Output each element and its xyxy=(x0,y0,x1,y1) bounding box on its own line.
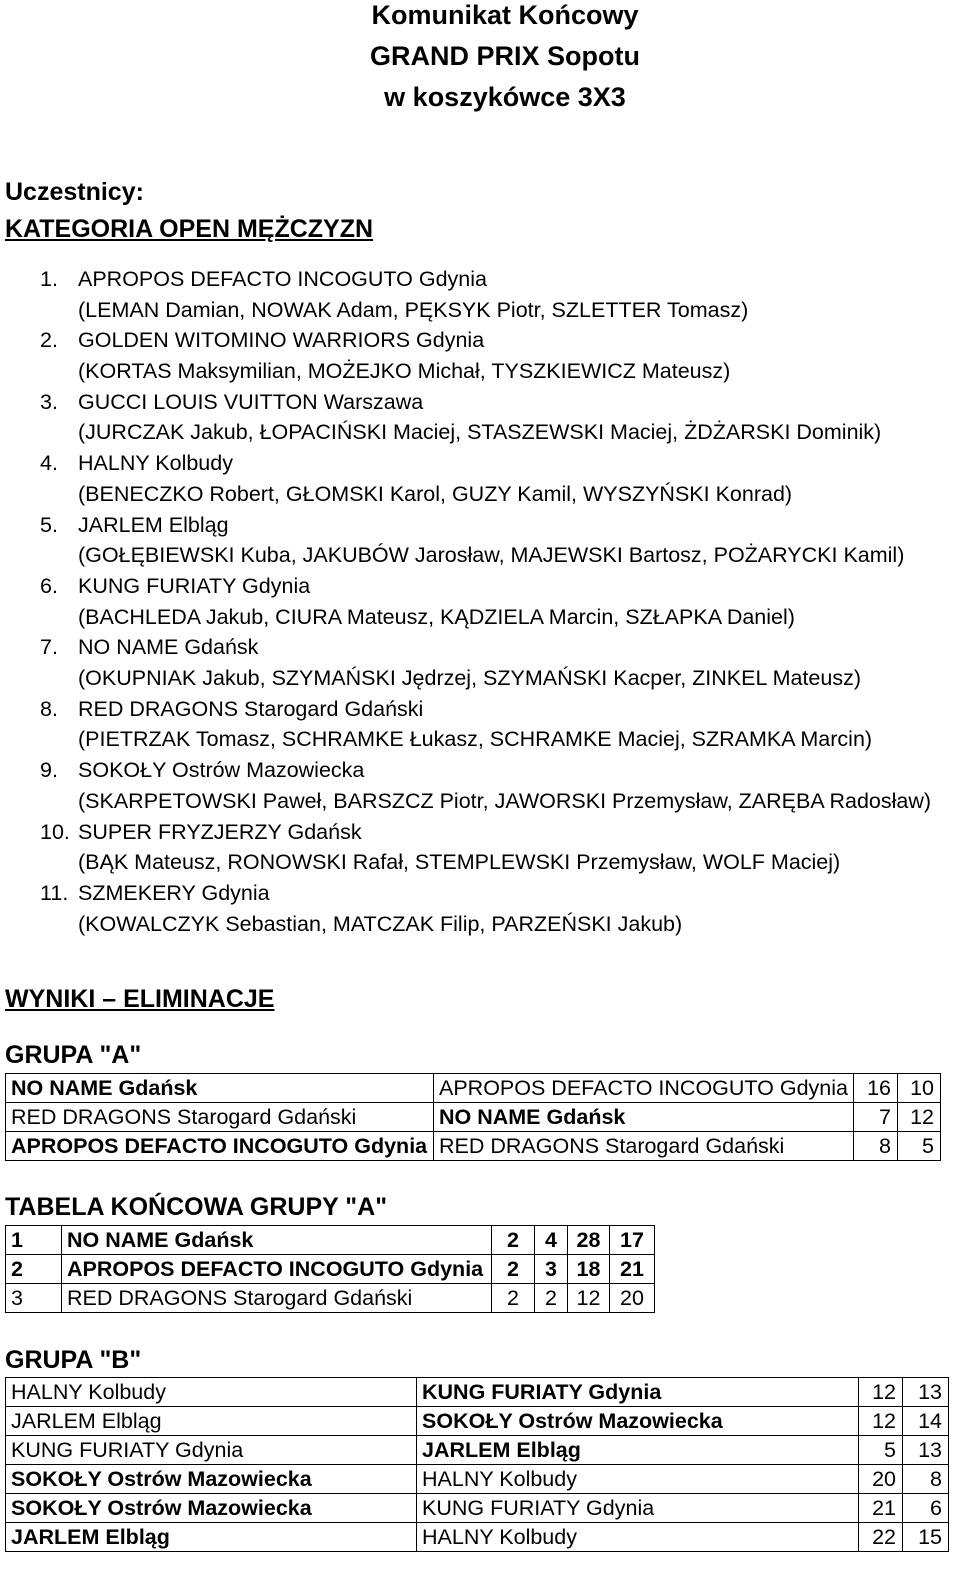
away-score-cell: 8 xyxy=(903,1465,949,1494)
team-members: (BENECZKO Robert, GŁOMSKI Karol, GUZY Kamil, WYSZYŃSKI Konrad) xyxy=(78,481,793,506)
table-row xyxy=(6,1407,949,1436)
team-members: (PIETRZAK Tomasz, SCHRAMKE Łukasz, SCHRAMKE Maciej, SZRAMKA Marcin) xyxy=(78,727,873,752)
team-cell: APROPOS DEFACTO INCOGUTO Gdynia xyxy=(62,1255,492,1284)
team-number: 11. xyxy=(40,880,69,905)
home-team-cell: APROPOS DEFACTO INCOGUTO Gdynia xyxy=(6,1132,434,1161)
table-row xyxy=(6,1284,655,1313)
home-score-cell: 16 xyxy=(854,1074,898,1103)
table-row xyxy=(6,1523,949,1552)
home-score-cell: 12 xyxy=(859,1407,903,1436)
away-score-cell: 10 xyxy=(898,1074,941,1103)
group-a-standings-heading: TABELA KOŃCOWA GRUPY "A" xyxy=(5,1193,388,1221)
away-score-cell: 13 xyxy=(903,1378,949,1407)
away-score-cell: 15 xyxy=(903,1523,949,1552)
position-cell: 3 xyxy=(6,1284,62,1313)
team-number: 5. xyxy=(40,512,58,537)
points-cell: 2 xyxy=(535,1284,568,1313)
table-row xyxy=(6,1226,655,1255)
group-a-standings-table xyxy=(5,1225,655,1313)
away-score-cell: 6 xyxy=(903,1494,949,1523)
scored-cell: 18 xyxy=(568,1255,610,1284)
team-name: KUNG FURIATY Gdynia xyxy=(78,573,311,598)
games-cell: 2 xyxy=(492,1226,535,1255)
away-team-cell: KUNG FURIATY Gdynia xyxy=(417,1494,859,1523)
away-team-cell: SOKOŁY Ostrów Mazowiecka xyxy=(417,1407,859,1436)
team-members: (OKUPNIAK Jakub, SZYMAŃSKI Jędrzej, SZYMAŃSKI Kacper, ZINKEL Mateusz) xyxy=(78,666,861,691)
home-team-cell: JARLEM Elbląg xyxy=(6,1407,417,1436)
position-cell: 1 xyxy=(6,1226,62,1255)
home-score-cell: 21 xyxy=(859,1494,903,1523)
home-team-cell: JARLEM Elbląg xyxy=(6,1523,417,1552)
team-name: NO NAME Gdańsk xyxy=(78,635,259,660)
home-score-cell: 20 xyxy=(859,1465,903,1494)
title-line-2: GRAND PRIX Sopotu xyxy=(370,41,640,71)
home-team-cell: HALNY Kolbudy xyxy=(6,1378,417,1407)
team-members: (KOWALCZYK Sebastian, MATCZAK Filip, PARZEŃSKI Jakub) xyxy=(78,911,683,936)
team-name: JARLEM Elbląg xyxy=(78,512,229,537)
lost-cell: 21 xyxy=(610,1255,655,1284)
games-cell: 2 xyxy=(492,1284,535,1313)
table-row xyxy=(6,1378,949,1407)
table-row xyxy=(6,1103,941,1132)
scored-cell: 12 xyxy=(568,1284,610,1313)
table-row xyxy=(6,1255,655,1284)
table-row xyxy=(6,1465,949,1494)
group-b-games-table xyxy=(5,1377,949,1552)
team-members: (BACHLEDA Jakub, CIURA Mateusz, KĄDZIELA Marcin, SZŁAPKA Daniel) xyxy=(78,604,795,629)
group-a-heading: GRUPA "A" xyxy=(5,1041,142,1069)
team-members: (LEMAN Damian, NOWAK Adam, PĘKSYK Piotr, SZLETTER Tomasz) xyxy=(78,297,749,322)
away-score-cell: 14 xyxy=(903,1407,949,1436)
team-cell: RED DRAGONS Starogard Gdański xyxy=(62,1284,492,1313)
team-name: HALNY Kolbudy xyxy=(78,451,233,476)
table-row xyxy=(6,1494,949,1523)
scored-cell: 28 xyxy=(568,1226,610,1255)
team-number: 4. xyxy=(40,451,58,476)
away-team-cell: JARLEM Elbląg xyxy=(417,1436,859,1465)
team-name: GOLDEN WITOMINO WARRIORS Gdynia xyxy=(78,328,485,353)
away-team-cell: APROPOS DEFACTO INCOGUTO Gdynia xyxy=(434,1074,854,1103)
home-score-cell: 22 xyxy=(859,1523,903,1552)
games-cell: 2 xyxy=(492,1255,535,1284)
points-cell: 4 xyxy=(535,1226,568,1255)
away-score-cell: 5 xyxy=(898,1132,941,1161)
team-number: 9. xyxy=(40,758,58,783)
away-team-cell: HALNY Kolbudy xyxy=(417,1523,859,1552)
home-team-cell: SOKOŁY Ostrów Mazowiecka xyxy=(6,1465,417,1494)
points-cell: 3 xyxy=(535,1255,568,1284)
team-number: 6. xyxy=(40,573,58,598)
team-number: 3. xyxy=(40,389,58,414)
team-members: (SKARPETOWSKI Paweł, BARSZCZ Piotr, JAWORSKI Przemysław, ZARĘBA Radosław) xyxy=(78,788,932,813)
home-team-cell: RED DRAGONS Starogard Gdański xyxy=(6,1103,434,1132)
table-row xyxy=(6,1074,941,1103)
results-heading: WYNIKI – ELIMINACJE xyxy=(5,985,275,1013)
team-name: GUCCI LOUIS VUITTON Warszawa xyxy=(78,389,424,414)
away-score-cell: 13 xyxy=(903,1436,949,1465)
team-number: 10. xyxy=(40,819,70,844)
table-row xyxy=(6,1132,941,1161)
team-members: (BĄK Mateusz, RONOWSKI Rafał, STEMPLEWSKI Przemysław, WOLF Maciej) xyxy=(78,850,841,875)
title-line-1: Komunikat Końcowy xyxy=(371,0,639,30)
team-members: (GOŁĘBIEWSKI Kuba, JAKUBÓW Jarosław, MAJEWSKI Bartosz, POŻARYCKI Kamil) xyxy=(78,543,905,568)
group-a-games-table xyxy=(5,1073,941,1161)
team-number: 8. xyxy=(40,696,58,721)
team-number: 7. xyxy=(40,635,58,660)
team-name: SOKOŁY Ostrów Mazowiecka xyxy=(78,758,365,783)
team-cell: NO NAME Gdańsk xyxy=(62,1226,492,1255)
title-line-3: w koszykówce 3X3 xyxy=(384,82,626,112)
team-name: SUPER FRYZJERZY Gdańsk xyxy=(78,819,362,844)
document-title xyxy=(0,0,960,118)
away-score-cell: 12 xyxy=(898,1103,941,1132)
away-team-cell: NO NAME Gdańsk xyxy=(434,1103,854,1132)
table-row xyxy=(6,1436,949,1465)
home-score-cell: 12 xyxy=(859,1378,903,1407)
home-score-cell: 8 xyxy=(854,1132,898,1161)
home-team-cell: KUNG FURIATY Gdynia xyxy=(6,1436,417,1465)
position-cell: 2 xyxy=(6,1255,62,1284)
away-team-cell: RED DRAGONS Starogard Gdański xyxy=(434,1132,854,1161)
lost-cell: 20 xyxy=(610,1284,655,1313)
home-team-cell: NO NAME Gdańsk xyxy=(6,1074,434,1103)
group-b-heading: GRUPA "B" xyxy=(5,1346,142,1374)
team-number: 1. xyxy=(40,267,58,291)
lost-cell: 17 xyxy=(610,1226,655,1255)
team-name: RED DRAGONS Starogard Gdański xyxy=(78,696,424,721)
away-team-cell: HALNY Kolbudy xyxy=(417,1465,859,1494)
home-team-cell: SOKOŁY Ostrów Mazowiecka xyxy=(6,1494,417,1523)
team-name: SZMEKERY Gdynia xyxy=(78,880,270,905)
participants-heading: Uczestnicy: xyxy=(5,178,144,206)
team-number: 2. xyxy=(40,328,58,353)
home-score-cell: 7 xyxy=(854,1103,898,1132)
team-members: (JURCZAK Jakub, ŁOPACIŃSKI Maciej, STASZEWSKI Maciej, ŻDŻARSKI Dominik) xyxy=(78,420,882,445)
away-team-cell: KUNG FURIATY Gdynia xyxy=(417,1378,859,1407)
home-score-cell: 5 xyxy=(859,1436,903,1465)
team-name: APROPOS DEFACTO INCOGUTO Gdynia xyxy=(78,267,487,291)
team-members: (KORTAS Maksymilian, MOŻEJKO Michał, TYSZKIEWICZ Mateusz) xyxy=(78,359,731,384)
category-heading: KATEGORIA OPEN MĘŻCZYZN xyxy=(5,215,374,243)
